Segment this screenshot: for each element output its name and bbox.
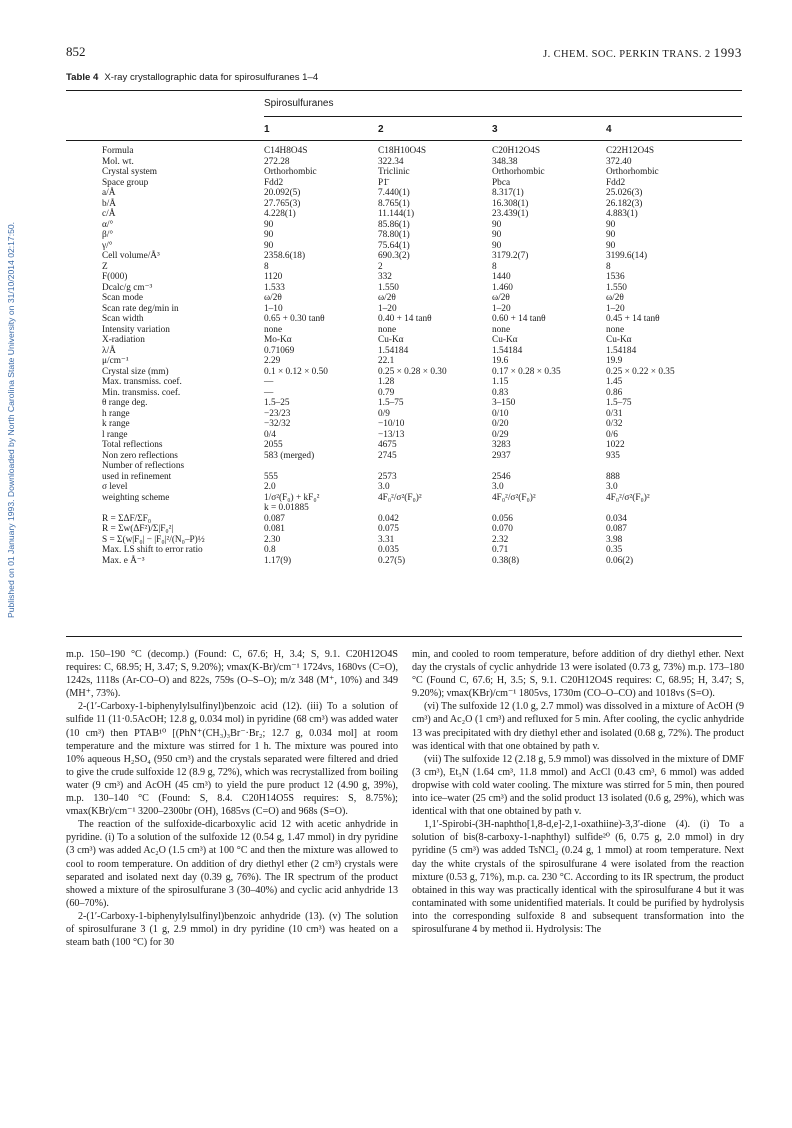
paragraph: The reaction of the sulfoxide-dicarboxylic acid 12 with acetic anhydride in pyridine. (i) To a solution of the sulfoxide 12 (0.54 g, 1.47 mmol) in dry pyridine (3 cm³) was added Ac₂O (1.5 cm³) at 100 °C and then the mixture was allowed to cool to room temperature. On addition of dry diethyl ether (2 cm³) crystals were separated and isolated next day (0.39 g, 76%). The IR spectrum of the product showed a mixture of the spirosulfurane 3 (30–40%) and cyclic acid anhydride 13 (60–70%).: [66, 819, 398, 909]
table-row: [102, 188, 726, 199]
cell-value: 0.86: [606, 387, 623, 398]
table-row: [102, 230, 726, 241]
table-group-heading: Spirosulfuranes: [264, 98, 334, 109]
table-row: [102, 493, 726, 504]
cell-value: 0.40 + 14 tanθ: [378, 314, 432, 324]
cell-value: 3.31: [378, 534, 395, 545]
cell-value: Cu-Kα: [492, 335, 518, 345]
row-label: λ/Å: [102, 345, 116, 356]
row-label: b/Å: [102, 198, 116, 209]
cell-value: 0.034: [606, 513, 627, 524]
cell-value: −13/13: [378, 429, 405, 440]
cell-value: Fdd2: [264, 177, 284, 188]
cell-value: 1.550: [606, 282, 627, 293]
column-header-4: 4: [606, 124, 612, 135]
cell-value: 0/10: [492, 408, 509, 419]
cell-value: 888: [606, 471, 620, 482]
paragraph: 2-(1′-Carboxy-1-biphenylylsulfinyl)benzoic acid (12). (iii) To a solution of sulfide 11 (11·0.5AcOH; 12.8 g, 0.034 mol) in pyridine (68 cm³) was added water (10 cm³) then PTAB¹⁰ [(PhN⁺(CH₃)₃Br⁻·Br₂; 12.7 g, 0.034 mol] at room temperature and the mixture was stirred for 1 h. The mixture was poured into 10% aqueous H₂SO₄ (950 cm³) and the crystals separated were filtered and dried to give the crude sulfoxide 12 (8.9 g, 72%), which was recrystallized from boiling water (9 cm³) and AcOH (45 cm³) to yield the pure product 12 (4.90 g, 39%), m.p. 130–140 °C (Found: S, 8.4. C20H14O5S requires: S, 8.75%); νmax(KBr)/cm⁻¹ 3200–2300br (OH), 1685vs (C=O) and 968s (S=O).: [66, 701, 398, 818]
cell-value: ω/2θ: [378, 293, 396, 303]
paragraph: 2-(1′-Carboxy-1-biphenylylsulfinyl)benzoic anhydride (13). (v) The solution of spirosulfurane 3 (1 g, 2.9 mmol) in dry pyridine (10 cm³) was heated on a steam bath (100 °C) for 30: [66, 910, 398, 949]
row-label: used in refinement: [102, 471, 172, 482]
cell-value: 8.317(1): [492, 188, 524, 198]
cell-value: Orthorhombic: [606, 167, 659, 177]
cell-value: 0/4: [264, 429, 276, 440]
cell-value: 1.17(9): [264, 555, 292, 566]
cell-value: 0.035: [378, 545, 399, 555]
cell-value: 3.0: [606, 482, 618, 492]
cell-value: 3199.6(14): [606, 251, 648, 261]
page-number: 852: [66, 44, 86, 59]
cell-value: 0.042: [378, 513, 399, 524]
cell-value: 1.45: [606, 377, 623, 387]
cell-value: 4675: [378, 440, 397, 450]
cell-value: 0.087: [606, 524, 627, 534]
cell-value: 90: [492, 219, 502, 230]
cell-value: 1440: [492, 272, 511, 282]
table-row: [102, 367, 726, 378]
cell-value: 26.182(3): [606, 198, 643, 209]
cell-value: 1536: [606, 272, 625, 282]
row-label: Z: [102, 261, 108, 272]
cell-value: 1–20: [378, 303, 397, 314]
cell-value: 2573: [378, 471, 397, 482]
cell-value: 2745: [378, 450, 397, 461]
cell-value: 8: [264, 261, 269, 272]
cell-value: 0.25 × 0.22 × 0.35: [606, 366, 675, 377]
table-row: [102, 482, 726, 493]
cell-value: 0.087: [264, 513, 285, 524]
cell-value: —: [264, 377, 274, 387]
table-row: [102, 535, 726, 546]
cell-value: 8.765(1): [378, 198, 410, 209]
cell-value: 0/20: [492, 419, 509, 429]
paragraph: min, and cooled to room temperature, before addition of dry diethyl ether. Next day the crystals of cyclic anhydride 13 were isolated (0.73 g, 73%) m.p. 173–180 °C (Found C, 67.6; H, 3.5; S, 9.1. C20H12O4S requires: C, 68.95; H, 3.47; S, 9.20%); νmax(KBr)/cm⁻¹ 1805vs, 1730m (CO–O–CO) and 1018vs (S=O).: [412, 649, 744, 700]
cell-value: 90: [492, 240, 502, 251]
cell-value: 0/6: [606, 429, 618, 440]
row-label: Scan mode: [102, 293, 144, 303]
table-row: [102, 293, 726, 304]
cell-value: 4F₀²/σ²(F₀)²: [378, 492, 422, 503]
cell-value: 0.65 + 0.30 tanθ: [264, 314, 325, 324]
cell-value: [378, 461, 492, 472]
table-row: [102, 461, 726, 472]
cell-value: 1.54184: [378, 345, 409, 356]
table-row: [102, 398, 726, 409]
row-label: a/Å: [102, 188, 116, 198]
cell-value: 0/29: [492, 429, 509, 440]
row-label: θ range deg.: [102, 398, 148, 408]
cell-value: 25.026(3): [606, 188, 643, 198]
cell-value: [492, 461, 606, 472]
cell-value: 0.081: [264, 524, 285, 534]
cell-value: 16.308(1): [492, 198, 529, 209]
table-title: X-ray crystallographic data for spirosulfuranes 1–4: [104, 72, 319, 83]
cell-value: 3.0: [492, 482, 504, 492]
cell-value: [264, 461, 378, 472]
cell-value: 3179.2(7): [492, 251, 529, 261]
cell-value: 690.3(2): [378, 251, 410, 261]
cell-value: 1–20: [492, 303, 511, 314]
cell-value: ω/2θ: [492, 293, 510, 303]
cell-value: 935: [606, 450, 620, 461]
row-label: Space group: [102, 177, 149, 188]
cell-value: 2.30: [264, 534, 281, 545]
table-row: [102, 314, 726, 325]
cell-value: 1.28: [378, 377, 395, 387]
table-row: [102, 419, 726, 430]
cell-value: none: [606, 324, 625, 335]
paragraph: m.p. 150–190 °C (decomp.) (Found: C, 67.6; H, 3.4; S, 9.1. C20H12O4S requires: C, 68.95; H, 3.47; S, 9.20%); νmax(K-Br)/cm⁻¹ 1724vs, 1680vs (C=O), 1242s, 1118s (Ar-CO–O) and 822s, 759s (O–S–O); m/z 348 (M⁺, 10%) and 349 (MH⁺, 73%).: [66, 649, 398, 700]
cell-value: Cu-Kα: [606, 335, 632, 345]
row-label: Dcalc/g cm⁻³: [102, 282, 153, 293]
row-label: μ/cm⁻¹: [102, 356, 129, 366]
cell-value: 90: [264, 240, 274, 251]
cell-value: 3283: [492, 440, 511, 450]
row-label: R = Σw(ΔF²)/Σ|F₀²|: [102, 524, 174, 534]
table-row: [102, 167, 726, 178]
row-label: Min. transmiss. coef.: [102, 387, 181, 398]
table-number: Table 4: [66, 72, 99, 83]
table-row: [102, 262, 726, 273]
cell-value: 0/9: [378, 408, 390, 419]
row-label: [102, 503, 264, 514]
cell-value: C22H12O4S: [606, 146, 655, 156]
cell-value: 0.79: [378, 387, 395, 398]
cell-value: 0.38(8): [492, 555, 520, 566]
cell-value: 2358.6(18): [264, 251, 306, 261]
cell-value: 1022: [606, 440, 625, 450]
table-bottom-rule: [66, 636, 742, 637]
row-label: Non zero reflections: [102, 450, 178, 461]
cell-value: 8: [606, 261, 611, 272]
row-label: Crystal system: [102, 167, 158, 177]
cell-value: C18H10O4S: [378, 146, 427, 156]
table-row: [102, 514, 726, 525]
row-label: Cell volume/Å³: [102, 251, 160, 261]
cell-value: 0/32: [606, 419, 623, 429]
cell-value: 1–10: [264, 303, 283, 314]
row-label: F(000): [102, 272, 128, 282]
cell-value: 0.45 + 14 tanθ: [606, 314, 660, 324]
table-row: [102, 241, 726, 252]
row-label: c/Å: [102, 209, 116, 219]
table-caption: [66, 72, 318, 83]
row-label: Crystal size (mm): [102, 366, 169, 377]
table-row: [102, 220, 726, 231]
cell-value: Orthorhombic: [492, 167, 545, 177]
row-label: Max. e Å⁻³: [102, 555, 145, 566]
cell-value: ω/2θ: [264, 293, 282, 303]
table-row: [102, 356, 726, 367]
cell-value: 1.460: [492, 282, 513, 293]
cell-value: 1–20: [606, 303, 625, 314]
cell-value: 4.883(1): [606, 209, 638, 219]
cell-value: 0.27(5): [378, 555, 406, 566]
row-label: Max. transmiss. coef.: [102, 377, 182, 387]
cell-value: 4F₀²/σ²(F₀)²: [492, 492, 536, 503]
cell-value: 2055: [264, 440, 283, 450]
cell-value: 1.5–25: [264, 398, 290, 408]
cell-value: 348.38: [492, 156, 518, 167]
cell-value: 2: [378, 261, 383, 272]
cell-value: 2546: [492, 471, 511, 482]
cell-value: [378, 503, 492, 514]
cell-value: 4F₀²/σ²(F₀)²: [606, 492, 650, 503]
table-row: [102, 209, 726, 220]
cell-value: −23/23: [264, 408, 291, 419]
cell-value: 1.533: [264, 282, 285, 293]
row-label: σ level: [102, 482, 128, 492]
cell-value: ω/2θ: [606, 293, 624, 303]
cell-value: none: [378, 324, 397, 335]
cell-value: −10/10: [378, 419, 405, 429]
table-row: [102, 440, 726, 451]
cell-value: 85.86(1): [378, 219, 410, 230]
row-label: weighting scheme: [102, 492, 170, 503]
cell-value: 90: [606, 240, 616, 251]
cell-value: 78.80(1): [378, 230, 410, 240]
table-row: [102, 346, 726, 357]
cell-value: 0.06(2): [606, 555, 634, 566]
cell-value: 0.35: [606, 545, 623, 555]
cell-value: 0.056: [492, 513, 513, 524]
cell-value: 90: [606, 230, 616, 240]
cell-value: 20.092(5): [264, 188, 301, 198]
row-label: Max. LS shift to error ratio: [102, 545, 203, 555]
column-header-1: 1: [264, 124, 270, 135]
table-row: [102, 388, 726, 399]
journal-year: 1993: [713, 45, 742, 60]
cell-value: 1.5–75: [378, 398, 404, 408]
cell-value: 2.32: [492, 534, 509, 545]
cell-value: 1120: [264, 272, 283, 282]
cell-value: 0.1 × 0.12 × 0.50: [264, 366, 328, 377]
download-notice: Published on 01 January 1993. Downloaded by North Carolina State University on 31/10/2014 02:17:50.: [6, 221, 16, 619]
cell-value: 90: [492, 230, 502, 240]
cell-value: 8: [492, 261, 497, 272]
row-label: β/°: [102, 230, 114, 240]
table-row: [102, 545, 726, 556]
cell-value: Pbca: [492, 177, 511, 188]
cell-value: 0.71069: [264, 345, 295, 356]
table-top-rule: [66, 90, 742, 91]
column-header-3: 3: [492, 124, 498, 135]
cell-value: P1̄: [378, 177, 388, 188]
table-row: [102, 272, 726, 283]
table-row: [102, 503, 726, 514]
cell-value: 0.17 × 0.28 × 0.35: [492, 366, 561, 377]
cell-value: 4.228(1): [264, 209, 296, 219]
cell-value: 75.64(1): [378, 240, 410, 251]
cell-value: −32/32: [264, 419, 291, 429]
cell-value: 0.60 + 14 tanθ: [492, 314, 546, 324]
cell-value: 372.40: [606, 156, 632, 167]
cell-value: 0.8: [264, 545, 276, 555]
table-row: [102, 251, 726, 262]
table-row: [102, 524, 726, 535]
cell-value: C20H12O4S: [492, 146, 541, 156]
cell-value: none: [264, 324, 283, 335]
row-label: Formula: [102, 146, 134, 156]
table-row: [102, 304, 726, 315]
column-header-2: 2: [378, 124, 384, 135]
cell-value: none: [492, 324, 511, 335]
table-row: [102, 283, 726, 294]
table-row: [102, 451, 726, 462]
cell-value: [606, 461, 726, 472]
cell-value: 555: [264, 471, 278, 482]
cell-value: [492, 503, 606, 514]
cell-value: C14H8O4S: [264, 146, 308, 156]
cell-value: Triclinic: [378, 167, 410, 177]
cell-value: 1.550: [378, 282, 399, 293]
cell-value: 11.144(1): [378, 209, 415, 219]
table-row: [102, 472, 726, 483]
cell-value: 322.34: [378, 156, 404, 167]
paragraph: 1,1′-Spirobi-(3H-naphtho[1,8-d,e]-2,1-oxathiine)-3,3′-dione (4). (i) To a solution of bis(8-carboxy-1-naphthyl) sulfide²⁰ (6, 0.75 g, 2.0 mmol) in dry pyridine (5 cm³) was added TsNCl₂ (0.24 g, 1 mmol) at room temperature. Next day the white crystals of the spirosulfurane 4 were isolated from the reaction mixture (0.53 g, 71%), m.p. ca. 230 °C. According to its IR spectrum, the product obtained in this way was practically identical with the spirosulfurane 4 but it was contaminated with some unidentified materials. It could be purified by hydrolysis into the corresponding sulfoxide 8 and subsequent transformation into the spirosulfurane 4 by method ii. Hydrolysis: The: [412, 819, 744, 935]
cell-value: 19.6: [492, 356, 509, 366]
cell-value: 2.29: [264, 356, 281, 366]
cell-value: 22.1: [378, 356, 395, 366]
table-row: [102, 335, 726, 346]
row-label: h range: [102, 408, 130, 419]
cell-value: 332: [378, 272, 392, 282]
table-group-rule: [264, 116, 742, 117]
journal-header: [543, 45, 742, 61]
cell-value: 1.54184: [606, 345, 637, 356]
cell-value: 583 (merged): [264, 450, 315, 461]
table-row: [102, 178, 726, 189]
cell-value: 7.440(1): [378, 188, 410, 198]
cell-value: 1.54184: [492, 345, 523, 356]
cell-value: 2937: [492, 450, 511, 461]
table-row: [102, 157, 726, 168]
table-row: [102, 325, 726, 336]
right-text-column: [412, 648, 744, 936]
cell-value: [606, 503, 726, 514]
paragraph: (vii) The sulfoxide 12 (2.18 g, 5.9 mmol) was dissolved in the mixture of DMF (3 cm³), Et₃N (1.64 cm³, 11.8 mmol) and AcCl (0.43 cm³, 6 mmol) was added dropwise with cold water cooling. The mixture was stirred for 5 min, then poured into ice–water (25 cm³) and the solid product 13 isolated (0.6 g, 29%), which was identical with that one obtained by path v.: [412, 753, 744, 818]
row-label: R = ΣΔF/ΣF₀: [102, 513, 152, 524]
row-label: Total reflections: [102, 440, 163, 450]
cell-value: 0.83: [492, 387, 509, 398]
row-label: Number of reflections: [102, 461, 185, 471]
cell-value: —: [264, 387, 274, 398]
paragraph: (vi) The sulfoxide 12 (1.0 g, 2.7 mmol) was dissolved in a mixture of AcOH (9 cm³) and Ac₂O (1 cm³) and refluxed for 5 min. After cooling, the cyclic anhydride 13 was precipitated with dry diethyl ether and isolated (0.68 g, 72%). The product was identical with that one obtained by path v.: [412, 701, 744, 752]
row-label: X-radiation: [102, 335, 145, 345]
row-label: α/°: [102, 219, 114, 230]
cell-value: 0.070: [492, 524, 513, 534]
cell-value: 3–150: [492, 398, 516, 408]
row-label: Scan rate deg/min in: [102, 303, 179, 314]
cell-value: 1.15: [492, 377, 509, 387]
crystallographic-data-table: [102, 146, 726, 566]
cell-value: 90: [606, 219, 616, 230]
cell-value: 0.075: [378, 524, 399, 534]
cell-value: 1/σ²(F₀) + kF₀²: [264, 492, 320, 503]
left-text-column: [66, 648, 398, 949]
cell-value: 3.98: [606, 534, 623, 545]
cell-value: 19.9: [606, 356, 623, 366]
cell-value: 272.28: [264, 156, 290, 167]
table-row: [102, 199, 726, 210]
row-label: Intensity variation: [102, 324, 170, 335]
cell-value: 90: [264, 230, 274, 240]
cell-value: Cu-Kα: [378, 335, 404, 345]
cell-value: Orthorhombic: [264, 167, 317, 177]
row-label: l range: [102, 429, 128, 440]
table-row: [102, 409, 726, 420]
table-row: [102, 377, 726, 388]
row-label: Scan width: [102, 314, 144, 324]
cell-value: 0.71: [492, 545, 509, 555]
cell-value: 27.765(3): [264, 198, 301, 209]
row-label: S = Σ(w|F₀| − |F₀|²/(N₀–P)½: [102, 534, 205, 545]
cell-value: Mo-Kα: [264, 335, 292, 345]
cell-value: 90: [264, 219, 274, 230]
cell-value: Fdd2: [606, 177, 626, 188]
cell-value: 0.25 × 0.28 × 0.30: [378, 366, 447, 377]
table-header-rule: [66, 140, 742, 141]
cell-value: 23.439(1): [492, 209, 529, 219]
row-label: Mol. wt.: [102, 156, 134, 167]
cell-value: 0/31: [606, 408, 623, 419]
row-label: k range: [102, 419, 130, 429]
cell-value: 3.0: [378, 482, 390, 492]
cell-value: k = 0.01885: [264, 503, 309, 513]
table-row: [102, 430, 726, 441]
cell-value: 2.0: [264, 482, 276, 492]
journal-name: J. CHEM. SOC. PERKIN TRANS. 2: [543, 49, 711, 60]
row-label: γ/°: [102, 240, 113, 251]
cell-value: 1.5–75: [606, 398, 632, 408]
table-row: [102, 146, 726, 157]
table-row: [102, 556, 726, 567]
